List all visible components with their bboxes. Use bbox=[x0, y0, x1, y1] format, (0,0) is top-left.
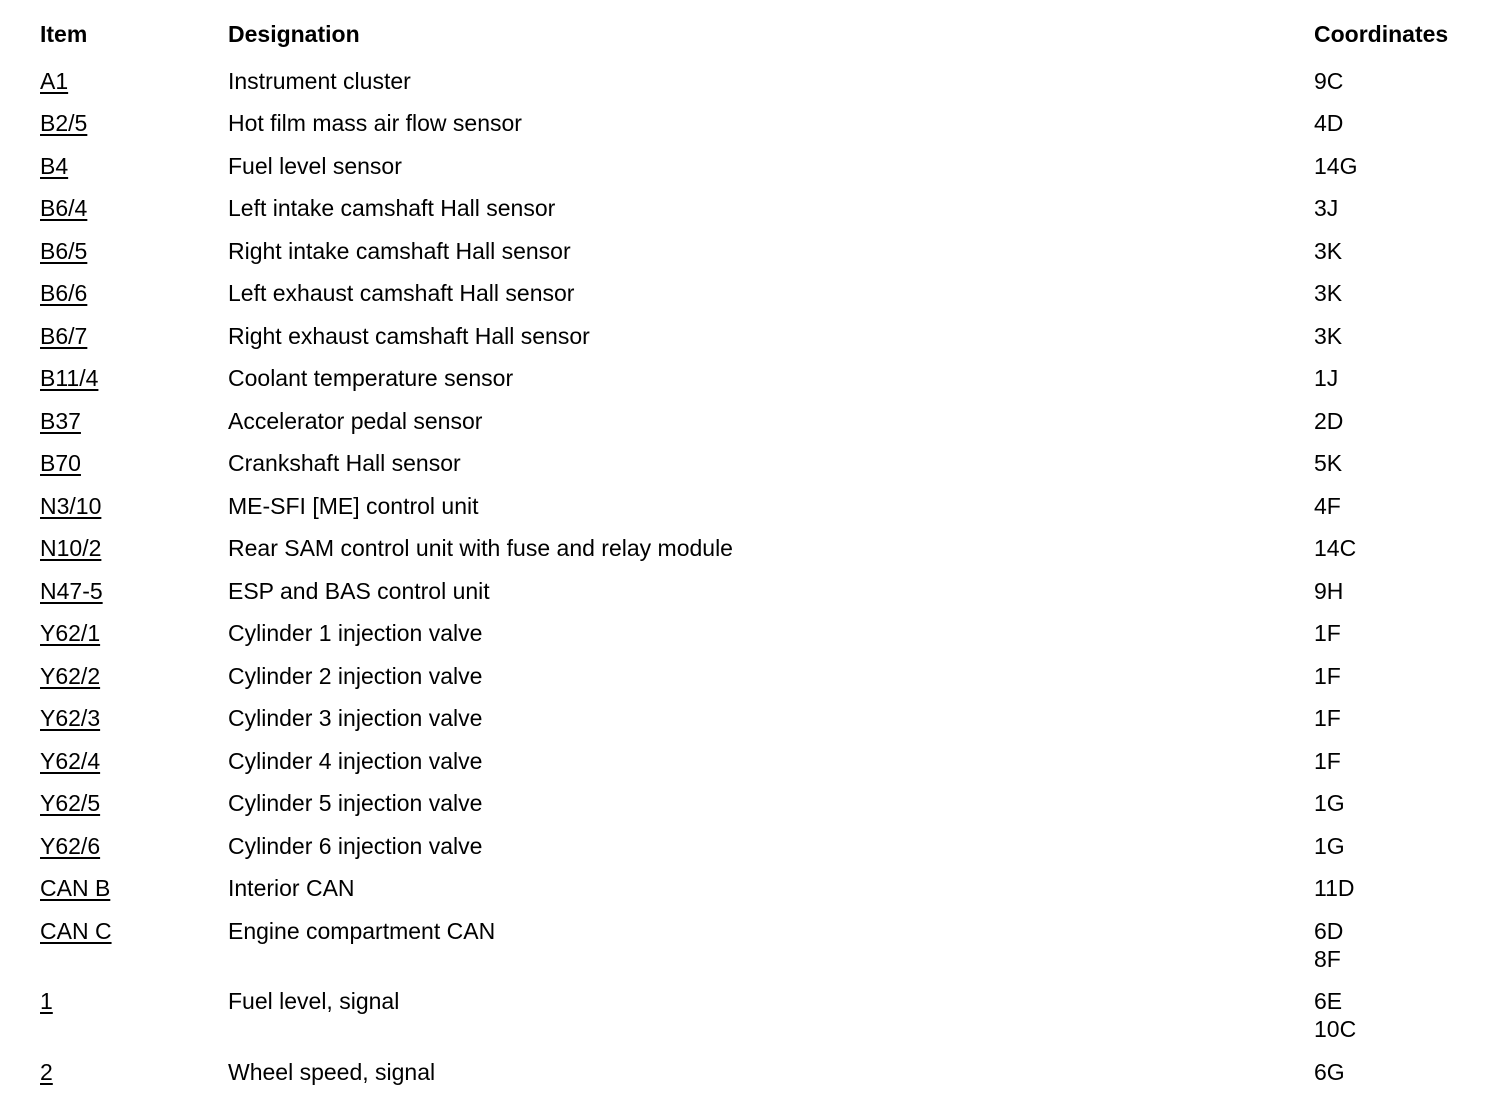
designation-cell: Instrument cluster bbox=[228, 67, 411, 94]
item-cell bbox=[40, 562, 228, 605]
coordinate-value: 11D bbox=[1314, 875, 1355, 901]
coordinates-cell bbox=[1314, 562, 1480, 605]
item-cell bbox=[40, 817, 228, 860]
designation-cell: Cylinder 2 injection valve bbox=[228, 662, 483, 689]
designation-cell: Fuel level, signal bbox=[228, 988, 400, 1014]
table-row bbox=[40, 775, 1480, 818]
item-link[interactable]: 1 bbox=[40, 988, 53, 1014]
coordinates-cell bbox=[1314, 732, 1480, 775]
item-link[interactable]: B37 bbox=[40, 407, 81, 434]
item-cell bbox=[40, 690, 228, 733]
coordinates-cell bbox=[1314, 95, 1480, 138]
item-link[interactable]: B6/4 bbox=[40, 195, 88, 221]
table-row bbox=[40, 562, 1480, 605]
table-row bbox=[40, 690, 1480, 733]
designation-cell: ESP and BAS control unit bbox=[228, 577, 490, 604]
header-coordinates: Coordinates bbox=[1314, 21, 1449, 47]
item-link[interactable]: Y62/3 bbox=[40, 705, 101, 731]
designation-cell: Cylinder 4 injection valve bbox=[228, 747, 483, 774]
header-designation: Designation bbox=[228, 21, 360, 47]
item-link[interactable]: N47-5 bbox=[40, 577, 103, 604]
coordinate-value: 1F bbox=[1314, 620, 1341, 646]
item-link[interactable]: Y62/2 bbox=[40, 662, 101, 689]
item-link[interactable]: Y62/6 bbox=[40, 832, 101, 859]
coordinates-cell bbox=[1314, 520, 1480, 563]
coordinates-cell bbox=[1314, 307, 1480, 350]
coordinates-cell bbox=[1314, 392, 1480, 435]
item-link[interactable]: B70 bbox=[40, 450, 81, 476]
coordinate-value: 9H bbox=[1314, 577, 1344, 604]
coordinates-cell bbox=[1314, 137, 1480, 180]
item-cell bbox=[40, 52, 228, 95]
item-cell bbox=[40, 307, 228, 350]
table-row bbox=[40, 137, 1480, 180]
coordinates-cell bbox=[1314, 860, 1480, 903]
coordinates-cell bbox=[1314, 222, 1480, 265]
item-link[interactable]: Y62/5 bbox=[40, 790, 101, 816]
designation-cell: ME-SFI [ME] control unit bbox=[228, 492, 479, 519]
coordinate-value: 3K bbox=[1314, 322, 1343, 349]
item-cell bbox=[40, 902, 228, 973]
coordinate-value: 3J bbox=[1314, 195, 1339, 221]
coordinates-cell bbox=[1314, 817, 1480, 860]
designation-cell: Rear SAM control unit with fuse and relay module bbox=[228, 535, 733, 561]
item-cell bbox=[40, 1043, 228, 1086]
coordinates-cell bbox=[1314, 605, 1480, 648]
designation-cell: Crankshaft Hall sensor bbox=[228, 450, 461, 476]
item-link[interactable]: B6/6 bbox=[40, 280, 88, 306]
coordinates-cell bbox=[1314, 690, 1480, 733]
table-row bbox=[40, 902, 1480, 973]
coordinate-value: 8F bbox=[1314, 945, 1341, 972]
item-cell bbox=[40, 180, 228, 223]
table-row bbox=[40, 647, 1480, 690]
table-row bbox=[40, 860, 1480, 903]
item-cell bbox=[40, 350, 228, 393]
coordinates-cell bbox=[1314, 1043, 1480, 1086]
table-row bbox=[40, 52, 1480, 95]
coordinate-value: 3K bbox=[1314, 237, 1343, 264]
coordinate-value: 1F bbox=[1314, 747, 1341, 774]
item-cell bbox=[40, 95, 228, 138]
coordinate-value: 1J bbox=[1314, 365, 1339, 391]
table-row bbox=[40, 817, 1480, 860]
coordinate-value: 4F bbox=[1314, 492, 1341, 519]
table-row bbox=[40, 1043, 1480, 1086]
item-cell bbox=[40, 647, 228, 690]
coordinate-value: 2D bbox=[1314, 407, 1344, 434]
coordinate-value: 14C bbox=[1314, 535, 1357, 561]
item-link[interactable]: B4 bbox=[40, 152, 69, 179]
table-row bbox=[40, 307, 1480, 350]
item-link[interactable]: N10/2 bbox=[40, 535, 102, 561]
table-header-row bbox=[40, 20, 1480, 52]
item-link[interactable]: B6/7 bbox=[40, 322, 88, 349]
table-row bbox=[40, 350, 1480, 393]
item-cell bbox=[40, 477, 228, 520]
coordinates-cell bbox=[1314, 477, 1480, 520]
designation-cell: Hot film mass air flow sensor bbox=[228, 110, 522, 136]
designation-cell: Cylinder 3 injection valve bbox=[228, 705, 483, 731]
table-row bbox=[40, 732, 1480, 775]
designation-cell: Right exhaust camshaft Hall sensor bbox=[228, 322, 590, 349]
item-link[interactable]: A1 bbox=[40, 67, 69, 94]
coordinate-value: 6D bbox=[1314, 917, 1344, 944]
item-link[interactable]: N3/10 bbox=[40, 492, 102, 519]
table-body bbox=[40, 52, 1480, 1086]
coordinate-value: 3K bbox=[1314, 280, 1343, 306]
item-cell bbox=[40, 137, 228, 180]
coordinate-value: 10C bbox=[1314, 1016, 1357, 1042]
designation-cell: Left intake camshaft Hall sensor bbox=[228, 195, 556, 221]
designation-cell: Wheel speed, signal bbox=[228, 1058, 436, 1085]
coordinate-value: 1F bbox=[1314, 705, 1341, 731]
coordinate-value: 1G bbox=[1314, 790, 1345, 816]
item-link[interactable]: Y62/1 bbox=[40, 620, 101, 646]
table-row bbox=[40, 477, 1480, 520]
item-cell bbox=[40, 605, 228, 648]
item-cell bbox=[40, 222, 228, 265]
designation-cell: Interior CAN bbox=[228, 875, 355, 901]
item-link[interactable]: B11/4 bbox=[40, 365, 99, 391]
designation-cell: Left exhaust camshaft Hall sensor bbox=[228, 280, 575, 306]
coordinates-cell bbox=[1314, 52, 1480, 95]
designation-cell: Cylinder 6 injection valve bbox=[228, 832, 483, 859]
coordinate-value: 1G bbox=[1314, 832, 1345, 859]
designation-cell: Cylinder 5 injection valve bbox=[228, 790, 483, 816]
coordinate-value: 5K bbox=[1314, 450, 1343, 476]
designation-cell: Accelerator pedal sensor bbox=[228, 407, 483, 434]
coordinate-value: 1F bbox=[1314, 662, 1341, 689]
item-link[interactable]: B6/5 bbox=[40, 237, 88, 264]
table-row bbox=[40, 222, 1480, 265]
coordinates-cell bbox=[1314, 350, 1480, 393]
coordinates-cell bbox=[1314, 647, 1480, 690]
coordinate-value: 4D bbox=[1314, 110, 1344, 136]
table-row bbox=[40, 973, 1480, 1044]
coordinates-cell bbox=[1314, 180, 1480, 223]
table-row bbox=[40, 265, 1480, 308]
coordinates-cell bbox=[1314, 775, 1480, 818]
coordinate-value: 9C bbox=[1314, 67, 1344, 94]
table-row bbox=[40, 392, 1480, 435]
table-row bbox=[40, 435, 1480, 478]
item-cell bbox=[40, 392, 228, 435]
table-row bbox=[40, 605, 1480, 648]
item-link[interactable]: Y62/4 bbox=[40, 747, 101, 774]
item-cell bbox=[40, 435, 228, 478]
item-cell bbox=[40, 775, 228, 818]
designation-cell: Fuel level sensor bbox=[228, 152, 402, 179]
coordinate-value: 14G bbox=[1314, 152, 1358, 179]
header-item: Item bbox=[40, 21, 88, 47]
item-cell bbox=[40, 520, 228, 563]
designation-cell: Right intake camshaft Hall sensor bbox=[228, 237, 571, 264]
item-cell bbox=[40, 732, 228, 775]
item-cell bbox=[40, 860, 228, 903]
item-link[interactable]: B2/5 bbox=[40, 110, 88, 136]
coordinate-value: 6G bbox=[1314, 1058, 1345, 1085]
designation-cell: Engine compartment CAN bbox=[228, 917, 496, 944]
coordinates-cell bbox=[1314, 435, 1480, 478]
item-link[interactable]: CAN B bbox=[40, 875, 111, 901]
table-row bbox=[40, 520, 1480, 563]
table-row bbox=[40, 180, 1480, 223]
item-cell bbox=[40, 265, 228, 308]
item-cell bbox=[40, 973, 228, 1044]
designation-cell: Cylinder 1 injection valve bbox=[228, 620, 483, 646]
item-link[interactable]: CAN C bbox=[40, 917, 112, 944]
coordinates-cell bbox=[1314, 902, 1480, 973]
component-legend-table bbox=[40, 20, 1480, 1086]
designation-cell: Coolant temperature sensor bbox=[228, 365, 514, 391]
coordinate-value: 6E bbox=[1314, 988, 1343, 1014]
coordinates-cell bbox=[1314, 265, 1480, 308]
table-row bbox=[40, 95, 1480, 138]
item-link[interactable]: 2 bbox=[40, 1058, 53, 1085]
coordinates-cell bbox=[1314, 973, 1480, 1044]
